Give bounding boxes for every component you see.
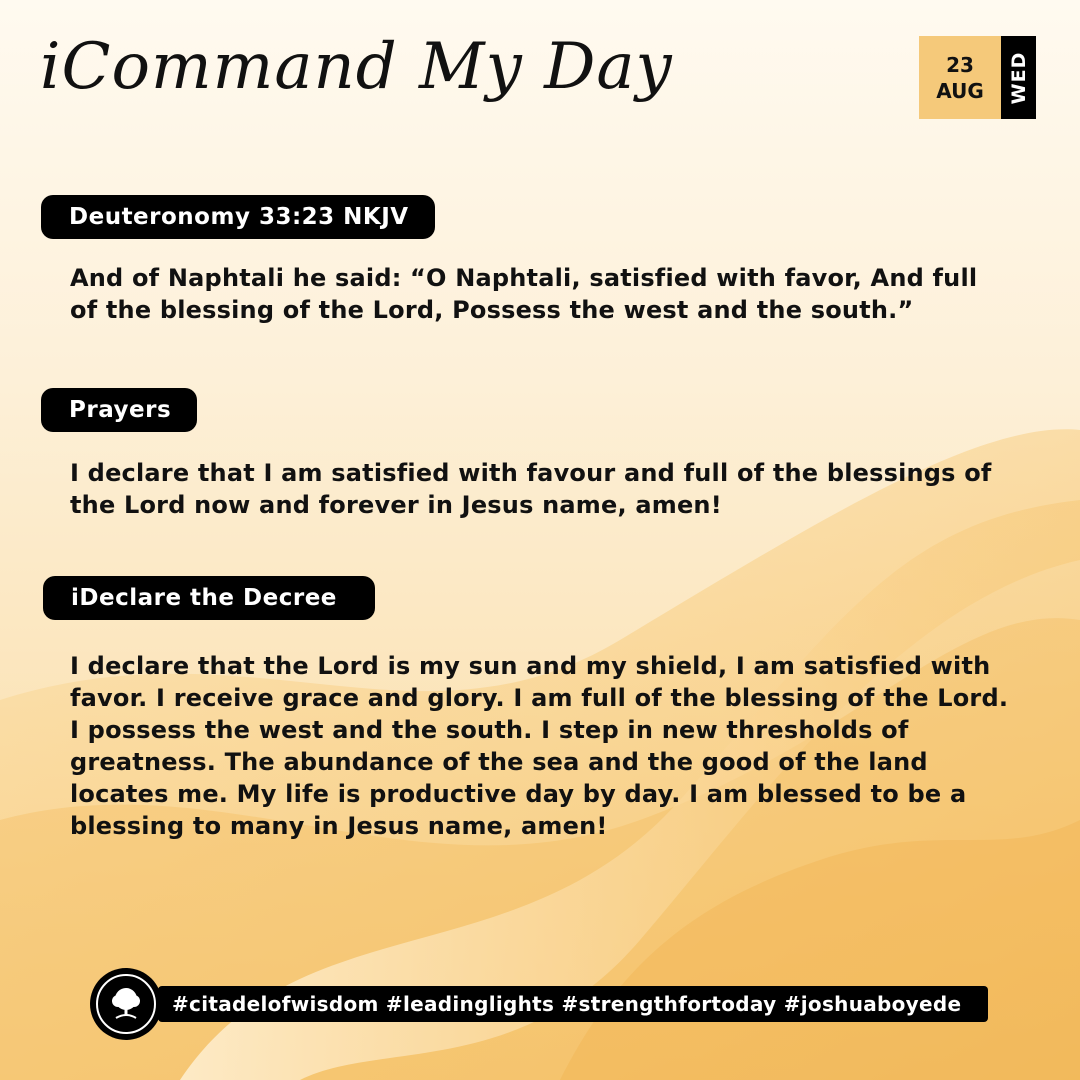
logo-ring: [96, 974, 156, 1034]
scripture-text: And of Naphtali he said: “O Naphtali, satisfied with favor, And full of the blessing of the Lord, Possess the west and the south.”: [70, 264, 978, 324]
date-weekday-tab: [1001, 36, 1036, 119]
scripture-heading: Deuteronomy 33:23 NKJV: [41, 195, 435, 239]
date-month: AUG: [936, 78, 984, 103]
prayers-heading: Prayers: [41, 388, 197, 432]
tree-icon: [106, 984, 146, 1024]
decree-text: I declare that the Lord is my sun and my shield, I am satisfied with favor. I receive grace and glory. I am full of the blessing of the Lord. I possess the west and the south. I step in new thresholds of greatness. The abundance of the sea and the good of the land locates me. My life is productive day by day. I am blessed to be a blessing to many in Jesus name, amen!: [70, 652, 1009, 840]
decree-heading: iDeclare the Decree: [43, 576, 375, 620]
date-day: 23: [946, 52, 974, 77]
tree-logo-icon: [90, 968, 162, 1040]
date-badge: [919, 36, 1001, 119]
hashtag-bar: #citadelofwisdom #leadinglights #strengthfortoday #joshuaboyede: [158, 986, 988, 1022]
prayers-text: I declare that I am satisfied with favour and full of the blessings of the Lord now and forever in Jesus name, amen!: [70, 459, 992, 519]
date-weekday: WED: [1007, 51, 1030, 104]
page-title: iCommand My Day: [40, 30, 673, 104]
